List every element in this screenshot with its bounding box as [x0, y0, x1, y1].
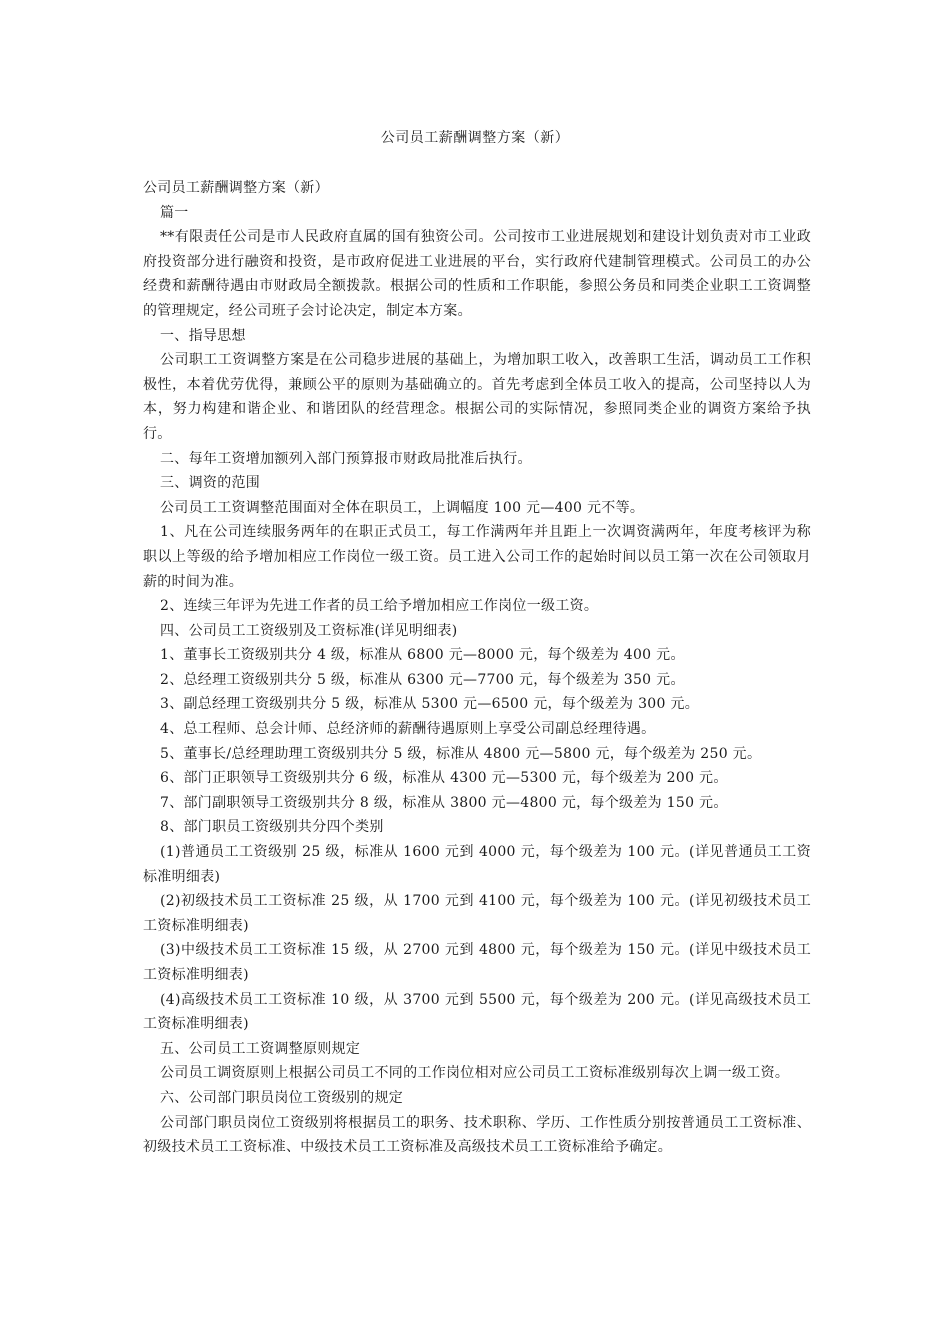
list-item: 4、总工程师、总会计师、总经济师的薪酬待遇原则上享受公司副总经理待遇。 [160, 721, 656, 738]
section-heading: 六、公司部门职员岗位工资级别的规定 [160, 1089, 404, 1106]
list-item: 6、部门正职领导工资级别共分 6 级，标准从 4300 元—5300 元，每个级差为 200 元。 [160, 770, 728, 787]
list-item: 1、董事长工资级别共分 4 级，标准从 6800 元—8000 元，每个级差为 400 元。 [160, 647, 685, 664]
paragraph: 公司职工工资调整方案是在公司稳步进展的基础上，为增加职工收入，改善职工生活，调动员工工作积极性，本着优劳优得，兼顾公平的原则为基础确立的。首先考虑到全体员工收入的提高，公司坚持以人为本，努力构建和谐企业、和谐团队的经营理念。根据公司的实际情况，参照同类企业的调资方案给予执行。 [143, 352, 811, 442]
paragraph: 公司员工工资调整范围面对全体在职员工，上调幅度 100 元—400 元不等。 [160, 499, 645, 516]
sub-list-item: (1)普通员工工资级别 25 级，标准从 1600 元到 4000 元，每个级差为 100 元。(详见普通员工工资标准明细表) [143, 844, 811, 885]
list-item: 1、凡在公司连续服务两年的在职正式员工，每工作满两年并且距上一次调资满两年，年度考核评为称职以上等级的给予增加相应工作岗位一级工资。员工进入公司工作的起始时间以员工第一次在公司领取月薪的时间为准。 [143, 524, 811, 590]
section-heading: 一、指导思想 [160, 327, 246, 344]
document-heading: 公司员工薪酬调整方案（新） [143, 180, 329, 196]
section-heading: 二、每年工资增加额列入部门预算报市财政局批准后执行。 [160, 450, 532, 467]
list-item: 2、连续三年评为先进工作者的员工给予增加相应工作岗位一级工资。 [160, 598, 599, 615]
document-body [143, 176, 811, 1160]
list-item: 8、部门职员工资级别共分四个类别 [160, 819, 384, 836]
list-item: 2、总经理工资级别共分 5 级，标准从 6300 元—7700 元，每个级差为 350 元。 [160, 671, 685, 688]
intro-paragraph: **有限责任公司是市人民政府直属的国有独资公司。公司按市工业进展规划和建设计划负责对市工业政府投资部分进行融资和投资，是市政府促进工业进展的平台，实行政府代建制管理模式。公司员工的办公经费和薪酬待遇由市财政局全额拨款。根据公司的性质和工作职能，参照公务员和同类企业职工工资调整的管理规定，经公司班子会讨论决定，制定本方案。 [143, 229, 811, 319]
sub-list-item: (4)高级技术员工工资标准 10 级，从 3700 元到 5500 元，每个级差为 200 元。(详见高级技术员工工资标准明细表) [143, 991, 811, 1033]
sub-list-item: (2)初级技术员工工资标准 25 级，从 1700 元到 4100 元，每个级差为 100 元。(详见初级技术员工工资标准明细表) [143, 893, 811, 934]
page-title: 公司员工薪酬调整方案（新） [380, 130, 570, 146]
section-label: 篇一 [160, 204, 189, 221]
list-item: 3、副总经理工资级别共分 5 级，标准从 5300 元—6500 元，每个级差为 300 元。 [160, 696, 700, 713]
paragraph: 公司员工调资原则上根据公司员工不同的工作岗位相对应公司员工工资标准级别每次上调一级工资。 [160, 1065, 790, 1082]
section-heading: 五、公司员工工资调整原则规定 [160, 1040, 361, 1057]
section-heading: 四、公司员工工资级别及工资标准(详见明细表) [160, 622, 458, 639]
section-heading: 三、调资的范围 [160, 475, 261, 492]
paragraph: 公司部门职员岗位工资级别将根据员工的职务、技术职称、学历、工作性质分别按普通员工工资标准、初级技术员工工资标准、中级技术员工工资标准及高级技术员工工资标准给予确定。 [143, 1114, 811, 1156]
list-item: 7、部门副职领导工资级别共分 8 级，标准从 3800 元—4800 元，每个级差为 150 元。 [160, 794, 728, 811]
list-item: 5、董事长/总经理助理工资级别共分 5 级，标准从 4800 元—5800 元，每个级差为 250 元。 [160, 745, 762, 762]
sub-list-item: (3)中级技术员工工资标准 15 级，从 2700 元到 4800 元，每个级差为 150 元。(详见中级技术员工工资标准明细表) [143, 942, 811, 983]
